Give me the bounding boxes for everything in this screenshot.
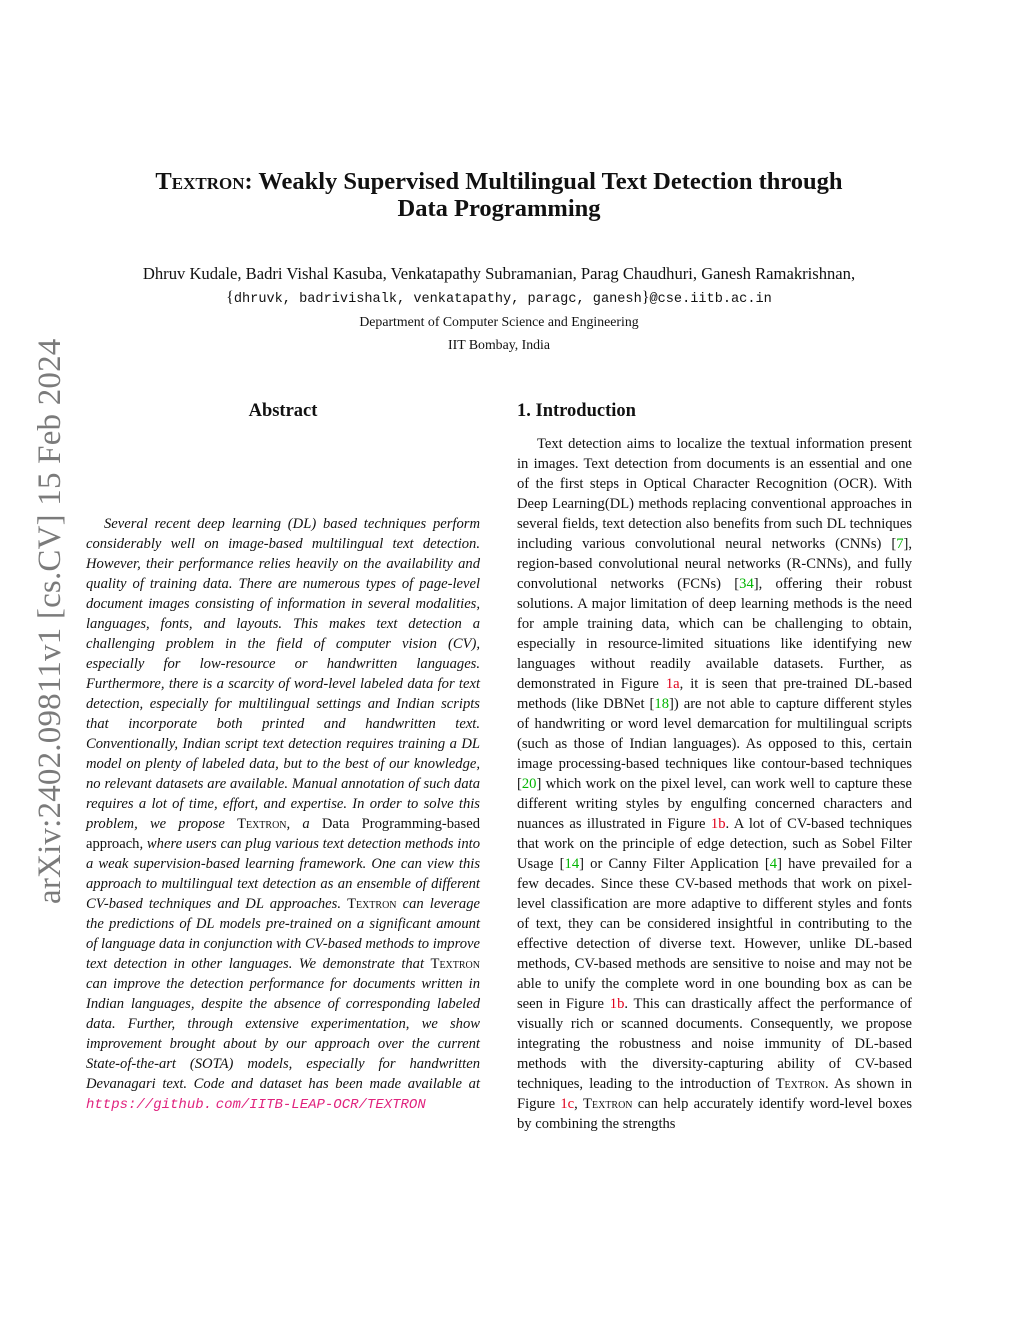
- abstract-text: Several recent deep learning (DL) based techniques perform considerably well on image-based multilingual text detection. However, their performance relies heavily on the availability and quality of training data. There are numerous types of page-level document images consisting of information in several modalities, languages, fonts, and layouts. This makes text detection a challenging problem in the field of computer vision (CV), especially for low-resource or handwritten languages. Furthermore, there is a scarcity of word-level labeled data for text detection, especially for multilingual settings and Indian scripts that incorporate both printed and handwritten text. Conventionally, Indian script text detection requires training a DL model on plenty of labeled data, but to the best of our knowledge, no relevant datasets are available. Manual annotation of such data requires a lot of time, effort, and expertise. In order to solve this problem, we propose: [86, 516, 480, 832]
- email-close-brace: }: [641, 289, 650, 306]
- abstract-heading: Abstract: [248, 401, 318, 421]
- system-name: Textron: [237, 816, 287, 832]
- abstract-upright-text: Data Programming-based approach: [86, 816, 480, 852]
- system-name: Textron: [583, 1096, 633, 1112]
- system-name: Textron: [347, 896, 397, 912]
- title-line1-rest: : Weakly Supervised Multilingual Text Detection through: [244, 168, 843, 195]
- title-system-name: Textron: [155, 168, 245, 195]
- arxiv-identifier: arXiv:2402.09811v1 [cs.CV] 15 Feb 2024: [32, 338, 68, 904]
- intro-text: ] or Canny Filter Application [: [579, 856, 770, 872]
- abstract-text: , a: [286, 816, 322, 832]
- intro-text: ]) are not able to capture different styles of handwriting or word level demarcation for multilingual scripts (such as those of Indian languages). As opposed to this, certain image processing-based techniques like contour-based techniques [: [517, 696, 912, 792]
- email-handles: dhruvk, badrivishalk, venkatapathy, paragc, ganesh: [233, 292, 642, 307]
- intro-text: . This can drastically affect the performance of visually rich or scanned documents. Consequently, we propose integrating the robustness and noise immunity of DL-based methods with the diversity-capturing ability of CV-based techniques, leading to the introduction of: [517, 996, 912, 1092]
- abstract-body: [86, 514, 480, 1115]
- introduction-body: [517, 434, 912, 1134]
- intro-text: ,: [574, 1096, 584, 1112]
- intro-text: . A lot of CV-based techniques that work on the principle of edge detection, such as Sobel Filter Usage [: [517, 816, 912, 872]
- email-domain: @cse.iitb.ac.in: [649, 292, 772, 307]
- author-emails: [60, 289, 938, 309]
- figure-link[interactable]: 1c: [560, 1096, 575, 1112]
- intro-text: Text detection aims to localize the textual information present in images. Text detection from documents is an essential and one of the first steps in Optical Character Recognition (OCR). With Deep Learning(DL) methods replacing conventional approaches in several fields, text detection also benefits from such DL techniques including various convolutional neural networks (CNNs) [: [517, 436, 912, 552]
- author-list: Dhruv Kudale, Badri Vishal Kasuba, Venkatapathy Subramanian, Parag Chaudhuri, Ganesh Ramakrishnan,: [142, 264, 856, 283]
- code-repo-link[interactable]: com/IITB-LEAP-OCR/TEXTRON: [215, 1097, 426, 1113]
- department: Department of Computer Science and Engineering: [359, 314, 639, 329]
- abstract-text: can improve the detection performance for documents written in Indian languages, despite the absence of corresponding labeled data. Further, through extensive experimentation, we show improvement brought about by our approach over the current State-of-the-art (SOTA) models, especially for handwritten Devanagari text. Code and dataset has been made available at: [86, 976, 480, 1092]
- paper-title: [100, 168, 898, 222]
- intro-text: , it is seen that pre-trained DL-based methods (like DBNet [: [517, 676, 912, 712]
- intro-text: ], offering their robust solutions. A major limitation of deep learning methods is the need for ample training data, which can be challenging to obtain, especially in resource-limited situations like identifying new languages without readily available datasets. Further, as demonstrated in Figure: [517, 576, 912, 692]
- email-open-brace: {: [226, 289, 234, 306]
- figure-link[interactable]: 1b: [609, 996, 625, 1012]
- citation-link[interactable]: 20: [521, 776, 537, 792]
- intro-text: ] which work on the pixel level, can work well to capture these different writing styles by engulfing concerned characters and nuances as illustrated in Figure: [517, 776, 912, 832]
- abstract-text: can leverage the predictions of DL models pre-trained on a significant amount of language data in conjunction with CV-based methods to improve text detection in other languages. We demonstrate that: [86, 896, 481, 972]
- figure-link[interactable]: 1b: [710, 816, 726, 832]
- abstract-text: , where users can plug various text detection methods into a weak supervision-based learning framework. One can view this approach to multilingual text detection as an ensemble of different CV-based techniques and DL approaches.: [86, 836, 480, 912]
- intro-text: can help accurately identify word-level boxes by combining the strengths: [517, 1096, 912, 1132]
- introduction-heading: 1. Introduction: [517, 401, 636, 421]
- citation-link[interactable]: 14: [564, 856, 580, 872]
- intro-text: . As shown in Figure: [517, 1076, 913, 1112]
- code-repo-link[interactable]: https://github.: [86, 1097, 213, 1113]
- title-line2: Data Programming: [397, 195, 601, 222]
- citation-link[interactable]: 34: [739, 576, 754, 592]
- citation-link[interactable]: 4: [769, 856, 778, 872]
- system-name: Textron: [775, 1076, 826, 1092]
- figure-link[interactable]: 1a: [665, 676, 680, 692]
- citation-link[interactable]: 18: [654, 696, 669, 712]
- system-name: Textron: [430, 956, 480, 972]
- citation-link[interactable]: 7: [896, 536, 904, 552]
- intro-text: ], region-based convolutional neural networks (R-CNNs), and fully convolutional networks (FCNs) [: [517, 536, 912, 592]
- institution: IIT Bombay, India: [448, 337, 550, 352]
- intro-text: ] have prevailed for a few decades. Since these CV-based methods that work on pixel-level classification are more adaptive to different styles and fonts of text, they can be considered insightful in contributing to the effective detection of diverse text. However, unlike DL-based methods, CV-based methods are sensitive to noise and may not be able to unify the complete word in one bounding box as can be seen in Figure: [517, 856, 913, 1012]
